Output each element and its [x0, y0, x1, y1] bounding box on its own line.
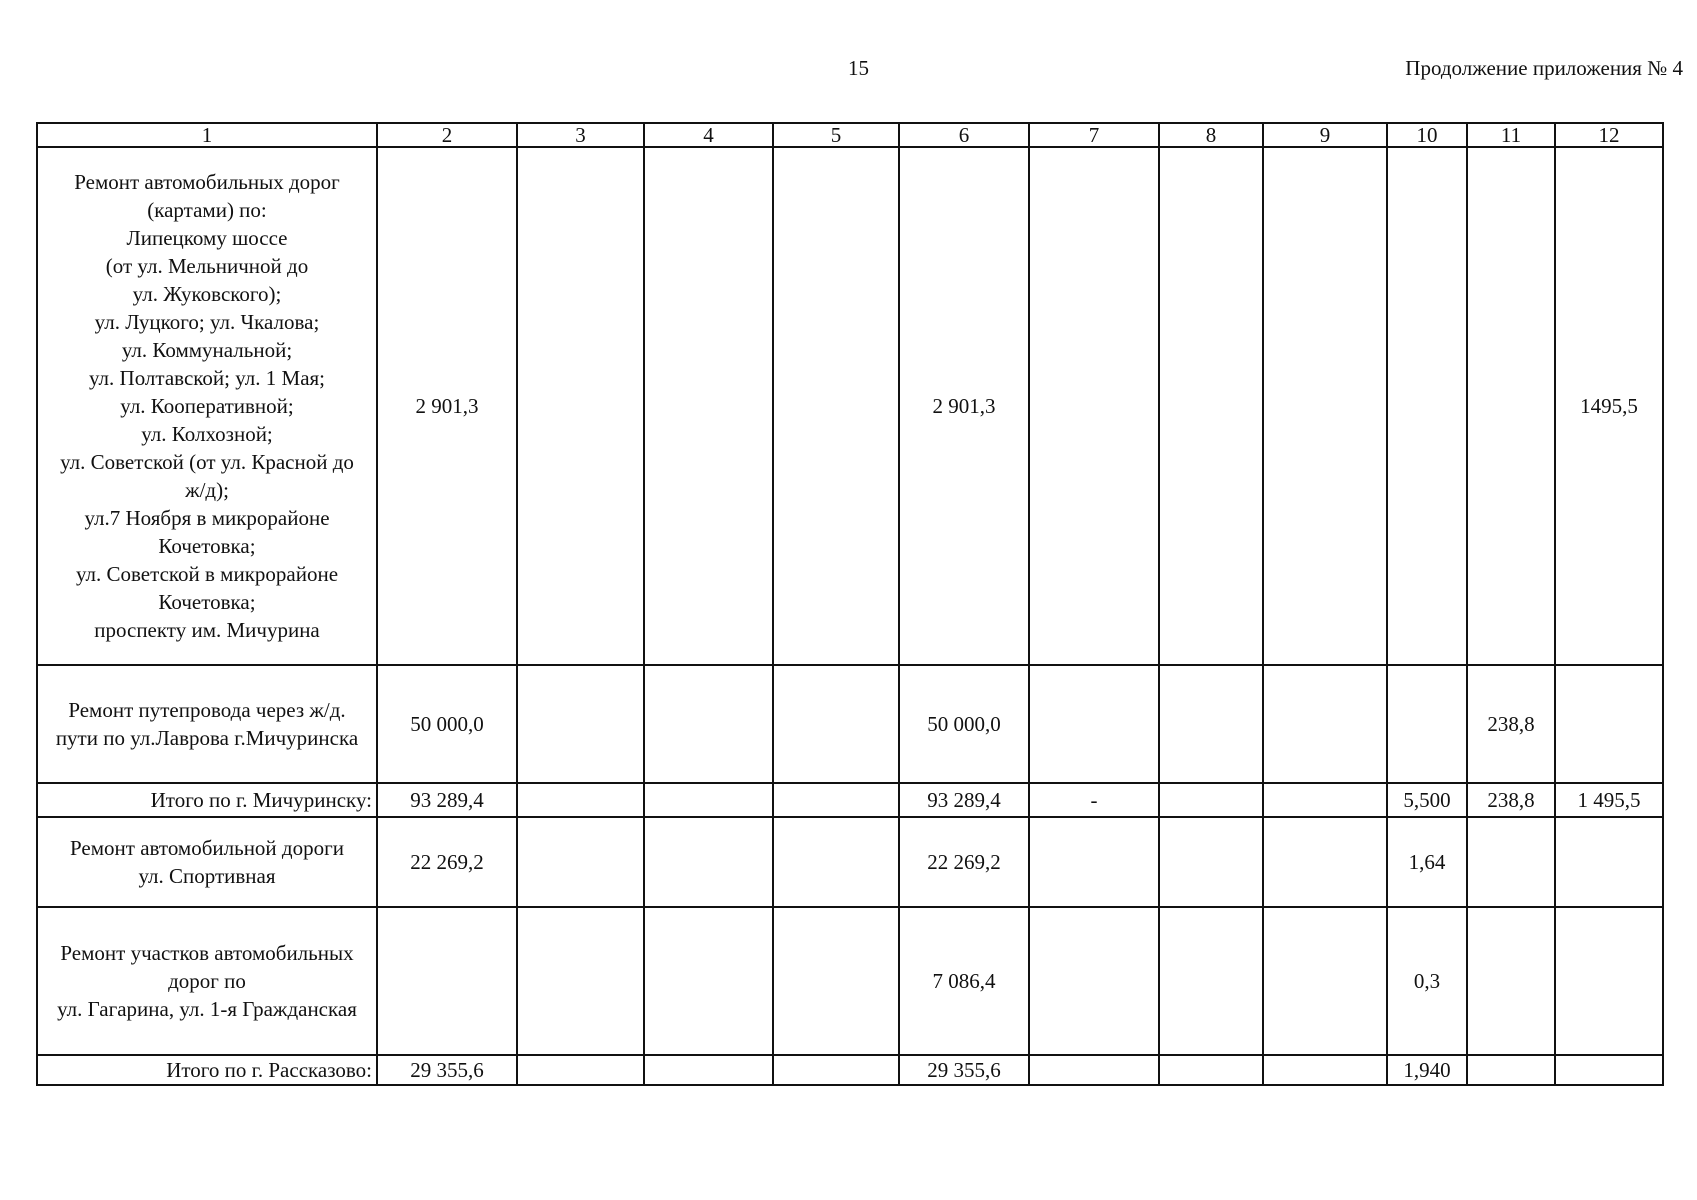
- table-cell: [1387, 147, 1467, 665]
- total-label-cell: Итого по г. Мичуринску:: [37, 783, 377, 817]
- appendix-continuation-label: Продолжение приложения № 4: [1405, 56, 1683, 80]
- table-cell: [773, 665, 899, 783]
- column-number-cell: 6: [899, 123, 1029, 147]
- column-number-cell: 10: [1387, 123, 1467, 147]
- table-cell: [1029, 147, 1159, 665]
- table-row: [37, 817, 1663, 907]
- table-cell: 1,940: [1387, 1055, 1467, 1085]
- table-cell: [1467, 147, 1555, 665]
- appendix-table: [36, 122, 1664, 1086]
- table-cell: [1159, 907, 1263, 1055]
- table-cell: [517, 665, 644, 783]
- table-row: [37, 665, 1663, 783]
- table-cell: [1159, 665, 1263, 783]
- column-number-cell: 1: [37, 123, 377, 147]
- table-cell: [1467, 1055, 1555, 1085]
- table-cell: 1 495,5: [1555, 783, 1663, 817]
- table-cell: 2 901,3: [899, 147, 1029, 665]
- table-cell: [1263, 783, 1387, 817]
- table-cell: 1,64: [1387, 817, 1467, 907]
- table-cell: [1159, 147, 1263, 665]
- column-number-cell: 3: [517, 123, 644, 147]
- table-cell: [1029, 817, 1159, 907]
- table-cell: [1263, 907, 1387, 1055]
- table-cell: 5,500: [1387, 783, 1467, 817]
- total-label-cell: Итого по г. Рассказово:: [37, 1055, 377, 1085]
- table-cell: [1159, 1055, 1263, 1085]
- table-cell: [644, 1055, 773, 1085]
- row-name-cell: Ремонт автомобильных дорог (картами) по: Липецкому шоссе (от ул. Мельничной до ул. Жуковского); ул. Луцкого; ул. Чкалова; ул. Коммунальной; ул. Полтавской; ул. 1 Мая; ул. Кооперативной; ул. Колхозной; ул. Советской (от ул. Красной до ж/д); ул.7 Ноября в микрорайоне Кочетовка; ул. Советской в микрорайоне Кочетовка; проспекту им. Мичурина: [37, 147, 377, 665]
- table-cell: [377, 907, 517, 1055]
- table-cell: [644, 783, 773, 817]
- table-cell: [1387, 665, 1467, 783]
- table-cell: [1555, 665, 1663, 783]
- column-number-cell: 5: [773, 123, 899, 147]
- page-number: 15: [848, 56, 869, 80]
- row-name-cell: Ремонт автомобильной дороги ул. Спортивная: [37, 817, 377, 907]
- table-cell: [773, 147, 899, 665]
- table-cell: [644, 817, 773, 907]
- table-row: [37, 907, 1663, 1055]
- table-cell: [1555, 817, 1663, 907]
- table-cell: [644, 147, 773, 665]
- total-row: [37, 1055, 1663, 1085]
- table-cell: 50 000,0: [377, 665, 517, 783]
- table-cell: 93 289,4: [377, 783, 517, 817]
- table-cell: [1467, 907, 1555, 1055]
- column-number-cell: 12: [1555, 123, 1663, 147]
- column-number-cell: 11: [1467, 123, 1555, 147]
- table-row: [37, 147, 1663, 665]
- table-cell: [517, 1055, 644, 1085]
- table-cell: [1263, 1055, 1387, 1085]
- column-number-cell: 7: [1029, 123, 1159, 147]
- row-name-cell: Ремонт участков автомобильных дорог по ул. Гагарина, ул. 1-я Гражданская: [37, 907, 377, 1055]
- table-cell: 7 086,4: [899, 907, 1029, 1055]
- table-cell: [517, 783, 644, 817]
- table-cell: [1159, 817, 1263, 907]
- column-number-row: [37, 123, 1663, 147]
- table-cell: [1263, 665, 1387, 783]
- table-cell: 29 355,6: [899, 1055, 1029, 1085]
- table-cell: [773, 817, 899, 907]
- table-cell: 238,8: [1467, 665, 1555, 783]
- table-cell: 2 901,3: [377, 147, 517, 665]
- table-cell: [1263, 817, 1387, 907]
- table-cell: 93 289,4: [899, 783, 1029, 817]
- table-cell: 29 355,6: [377, 1055, 517, 1085]
- row-name-cell: Ремонт путепровода через ж/д. пути по ул.Лаврова г.Мичуринска: [37, 665, 377, 783]
- table-cell: [1555, 1055, 1663, 1085]
- table-cell: -: [1029, 783, 1159, 817]
- table-cell: [517, 907, 644, 1055]
- table-cell: [644, 665, 773, 783]
- table-cell: [1159, 783, 1263, 817]
- table-cell: [1555, 907, 1663, 1055]
- column-number-cell: 9: [1263, 123, 1387, 147]
- column-number-cell: 8: [1159, 123, 1263, 147]
- table-cell: [1263, 147, 1387, 665]
- table-cell: [1467, 817, 1555, 907]
- total-row: [37, 783, 1663, 817]
- table-cell: 22 269,2: [899, 817, 1029, 907]
- table-cell: 0,3: [1387, 907, 1467, 1055]
- table-cell: 22 269,2: [377, 817, 517, 907]
- table-cell: [1029, 1055, 1159, 1085]
- table-cell: 1495,5: [1555, 147, 1663, 665]
- table-cell: [773, 1055, 899, 1085]
- table-cell: [644, 907, 773, 1055]
- table-cell: [773, 783, 899, 817]
- table-cell: [1029, 665, 1159, 783]
- table-cell: [517, 817, 644, 907]
- table-cell: [773, 907, 899, 1055]
- table-cell: [1029, 907, 1159, 1055]
- table-cell: 238,8: [1467, 783, 1555, 817]
- column-number-cell: 4: [644, 123, 773, 147]
- column-number-cell: 2: [377, 123, 517, 147]
- table-cell: [517, 147, 644, 665]
- table-cell: 50 000,0: [899, 665, 1029, 783]
